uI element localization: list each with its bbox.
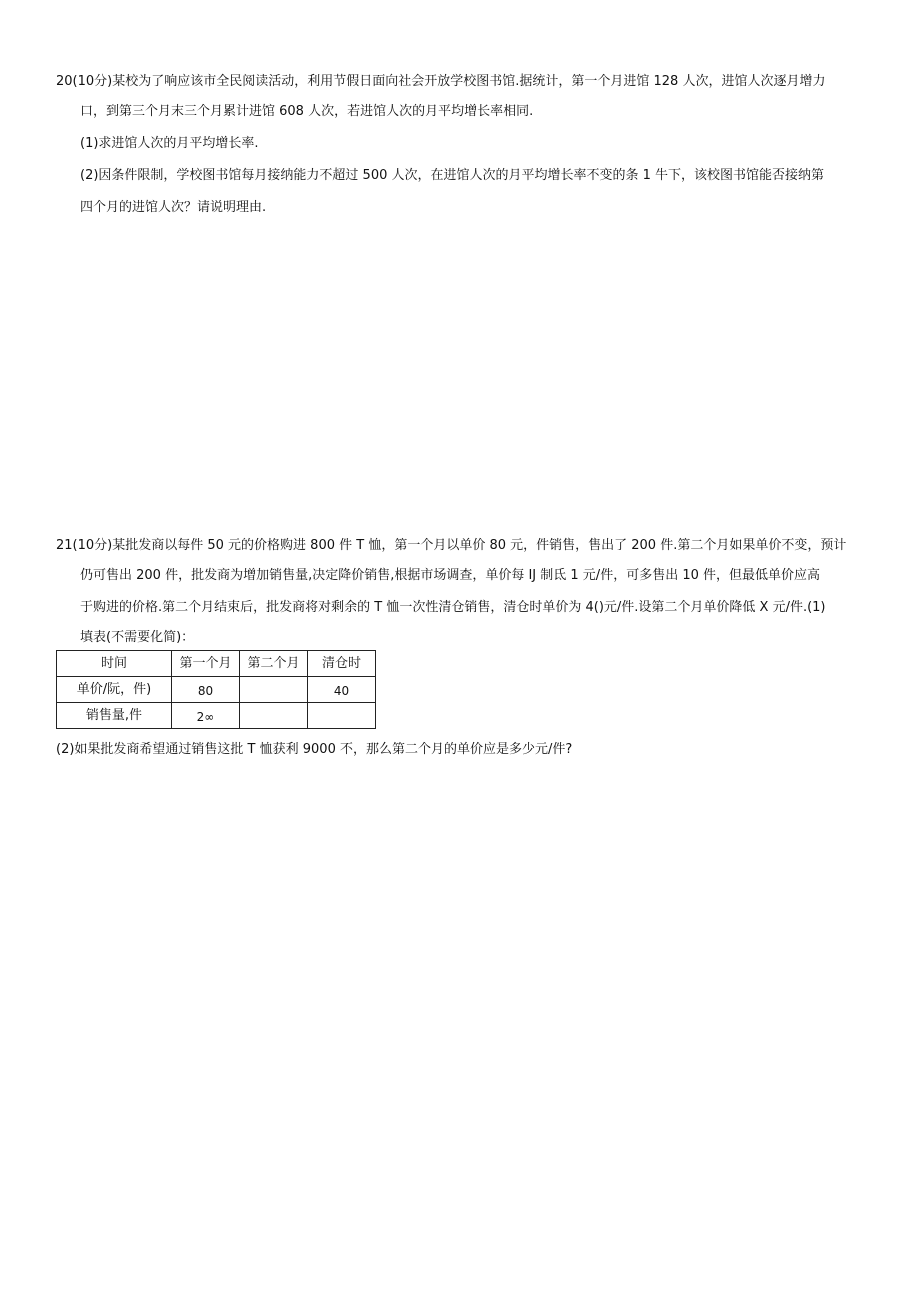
table-header-cell: 清仓时 [308, 651, 376, 677]
table-row [57, 677, 376, 703]
q21-stem-line-4: 填表(不需要化简)： [80, 630, 195, 645]
table-cell [240, 703, 308, 729]
table-cell: 80 [172, 677, 240, 703]
table-header-row [57, 651, 376, 677]
q20-part-2-line-2: 四个月的进馆人次？请说明理由. [80, 200, 267, 215]
table-header-cell: 第二个月 [240, 651, 308, 677]
table-cell: 销售量,件 [57, 703, 172, 729]
table-header-cell: 时间 [57, 651, 172, 677]
table-cell [308, 703, 376, 729]
table-cell: 单价/阮，件) [57, 677, 172, 703]
q20-stem-line-1: 20(10分)某校为了响应该市全民阅读活动，利用节假日面向社会开放学校图书馆.据统计，第一个月进馆 128 人次，进馆人次逐月增力 [56, 74, 826, 89]
q21-stem-line-1: 21(10分)某批发商以每件 50 元的价格购进 800 件 T 恤，第一个月以单价 80 元，件销售，售出了 200 件.第二个月如果单价不变，预计 [56, 538, 847, 553]
table-cell: 2∞ [172, 703, 240, 729]
q21-stem-line-3: 于购进的价格.第二个月结束后，批发商将对剩余的 T 恤一次性清仓销售，清仓时单价为 4()元/件.设第二个月单价降低 X 元/件.(1) [80, 600, 826, 615]
table-cell [240, 677, 308, 703]
q21-part-2: (2)如果批发商希望通过销售这批 T 恤获利 9000 不，那么第二个月的单价应是多少元/件? [56, 742, 573, 757]
q20-part-2-line-1: (2)因条件限制，学校图书馆每月接纳能力不超过 500 人次，在进馆人次的月平均增长率不变的条 1 牛下，该校图书馆能否接纳第 [80, 168, 825, 183]
q20-part-1: (1)求进馆人次的月平均增长率. [80, 136, 259, 151]
q21-stem-line-2: 仍可售出 200 件，批发商为增加销售量,决定降价销售,根据市场调查，单价每 IJ 制氐 1 元/件，可多售出 10 件，但最低单价应高 [80, 568, 820, 583]
q20-stem-line-2: 口，到第三个月末三个月累计进馆 608 人次，若进馆人次的月平均增长率相同. [80, 104, 534, 119]
table-row [57, 703, 376, 729]
sales-table [56, 650, 376, 729]
table-header-cell: 第一个月 [172, 651, 240, 677]
table-cell: 40 [308, 677, 376, 703]
